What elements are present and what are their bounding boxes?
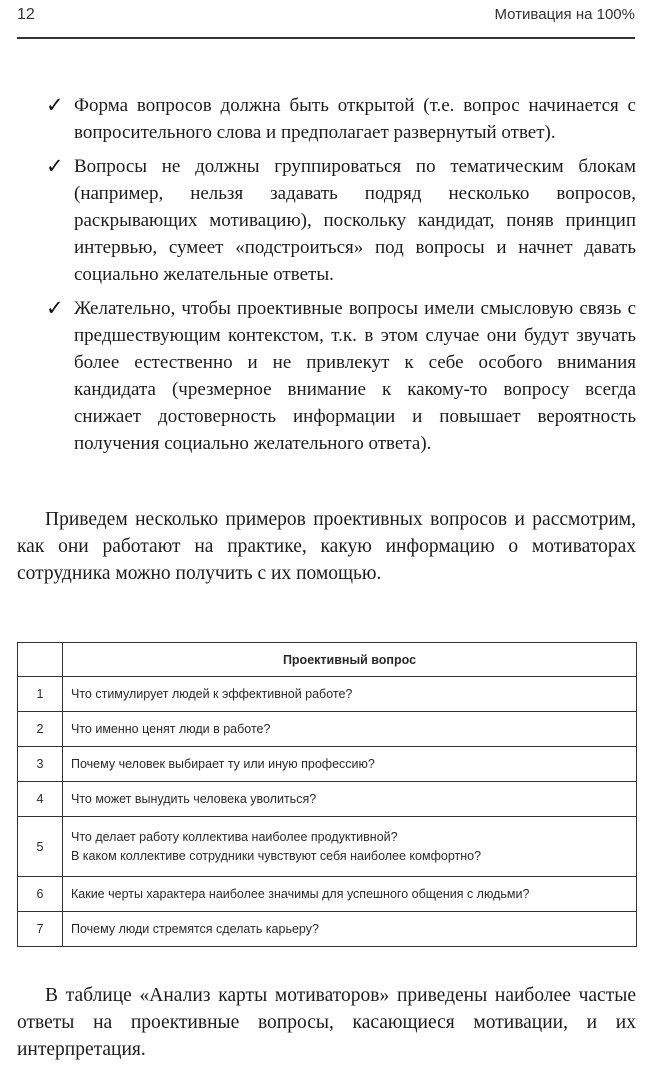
row-number: 3 — [18, 747, 63, 782]
row-question-line: Что делает работу коллектива наиболее продуктивной? — [71, 829, 398, 844]
row-question: Почему человек выбирает ту или иную профессию? — [63, 747, 637, 782]
row-question: Что именно ценят люди в работе? — [63, 712, 637, 747]
row-question: Что может вынудить человека уволиться? — [63, 782, 637, 817]
table-row — [18, 912, 637, 947]
row-number: 7 — [18, 912, 63, 947]
bullet-item — [46, 295, 636, 457]
header-rule — [17, 37, 635, 39]
row-question: Что стимулирует людей к эффективной работе? — [63, 677, 637, 712]
bullet-text: Форма вопросов должна быть открытой (т.е. вопрос начинается с вопросительного слова и предполагает развернутый ответ). — [74, 95, 636, 143]
intro-paragraph: Приведем несколько примеров проективных вопросов и рассмотрим, как они работают на практике, какую информацию о мотиваторах сотрудника можно получить с их помощью. — [17, 509, 636, 584]
bullet-item — [46, 92, 636, 146]
table-row — [18, 782, 637, 817]
row-number: 5 — [18, 817, 63, 877]
row-number: 4 — [18, 782, 63, 817]
table-row — [18, 712, 637, 747]
table-row — [18, 817, 637, 877]
header-num-cell — [18, 643, 63, 677]
page-number: 12 — [17, 6, 35, 23]
row-question: Почему люди стремятся сделать карьеру? — [63, 912, 637, 947]
bullet-text: Желательно, чтобы проективные вопросы имели смысловую связь с предшествующим контекстом, т.к. в этом случае они будут звучать более естественно и не привлекут к себе особого внимания кандидата (чрезмерное внимание к какому-то вопросу всегда снижает достоверность информации и повышает вероятность получения социально желательного ответа). — [74, 298, 636, 454]
bullet-text: Вопросы не должны группироваться по тематическим блокам (например, нельзя задавать подряд несколько вопросов, раскрывающих мотивацию), поскольку кандидат, поняв принцип интервью, сумеет «подстроиться» под вопросы и начнет давать социально желательные ответы. — [74, 156, 636, 285]
table-row — [18, 877, 637, 912]
row-number: 2 — [18, 712, 63, 747]
closing-paragraph: В таблице «Анализ карты мотиваторов» приведены наиболее частые ответы на проективные вопросы, касающиеся мотивации, и их интерпретация. — [17, 985, 636, 1060]
table-header-row — [18, 643, 637, 677]
checkmark-icon: ✓ — [46, 154, 64, 178]
row-number: 1 — [18, 677, 63, 712]
bullet-list — [46, 92, 636, 464]
row-question: Какие черты характера наиболее значимы для успешного общения с людьми? — [63, 877, 637, 912]
row-question-line: В каком коллективе сотрудники чувствуют себя наиболее комфортно? — [71, 848, 482, 863]
row-number: 6 — [18, 877, 63, 912]
header-question-cell: Проективный вопрос — [63, 643, 637, 677]
checkmark-icon: ✓ — [46, 93, 64, 117]
table-row — [18, 747, 637, 782]
running-title: Мотивация на 100% — [494, 6, 635, 23]
checkmark-icon: ✓ — [46, 296, 64, 320]
bullet-item — [46, 153, 636, 288]
projective-questions-table — [17, 642, 637, 947]
row-question — [63, 817, 637, 877]
table-row — [18, 677, 637, 712]
